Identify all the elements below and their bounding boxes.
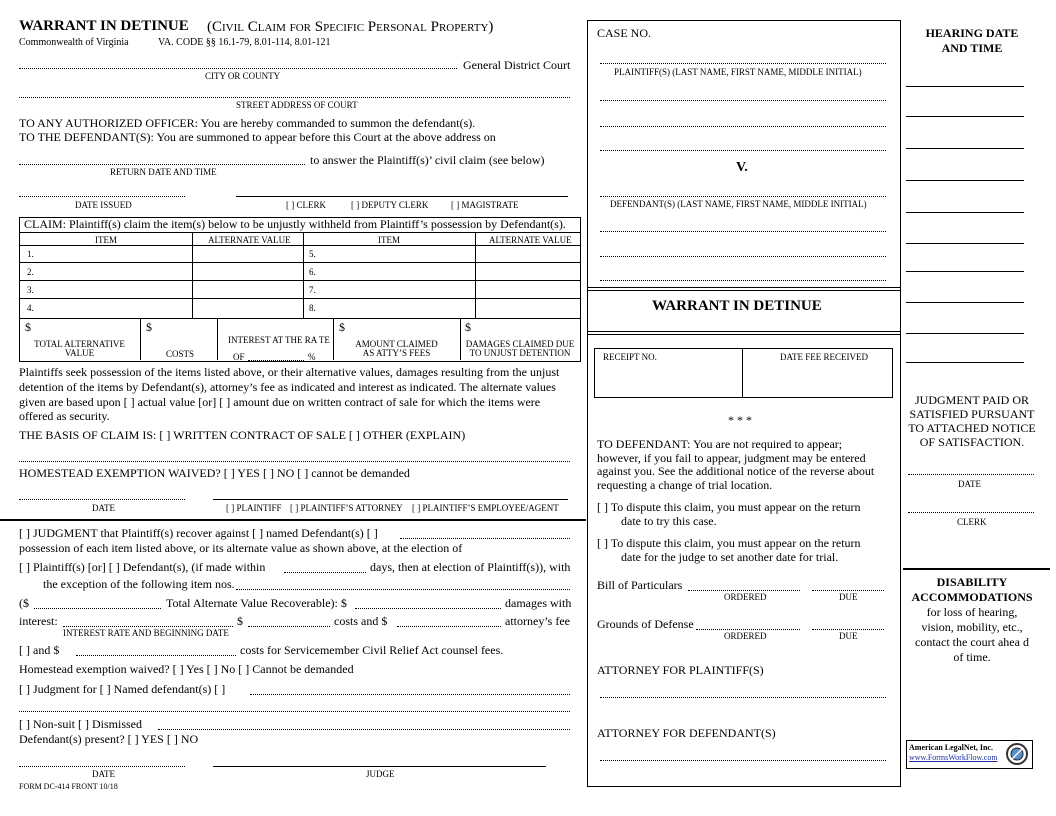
defendant-name-label: DEFENDANT(S) (LAST NAME, FIRST NAME, MIDDLE INITIAL) xyxy=(610,199,867,209)
date-issued-field[interactable] xyxy=(19,196,185,197)
grounds-ordered-label: ORDERED xyxy=(724,631,767,641)
warrant-divider-bottom xyxy=(587,334,900,335)
form-title: WARRANT IN DETINUE xyxy=(19,18,189,34)
basis-explain-field[interactable] xyxy=(19,461,570,462)
brand-url[interactable]: www.FormsWorkFlow.com xyxy=(909,753,998,762)
scra-costs[interactable]: [ ] and $ xyxy=(19,643,60,657)
street-address-label: STREET ADDRESS OF COURT xyxy=(236,100,358,110)
fee-date-field[interactable]: DATE FEE RECEIVED xyxy=(780,352,868,362)
warrant-divider-bottom xyxy=(587,331,900,332)
costs-field[interactable] xyxy=(248,626,330,627)
percent-sign: % xyxy=(308,352,316,362)
judgment-election-tail: days, then at election of Plaintiff(s)), with xyxy=(370,560,571,574)
row-divider xyxy=(19,280,580,281)
case-number-field[interactable] xyxy=(600,63,886,64)
defendant-name-field[interactable] xyxy=(600,231,886,232)
versus-label: V. xyxy=(736,160,748,175)
row-divider xyxy=(19,318,580,319)
officer-command: TO ANY AUTHORIZED OFFICER: You are hereby commanded to summon the defendant(s). xyxy=(19,116,476,130)
claim-paragraph-line: offered as security. xyxy=(19,409,110,423)
row-divider xyxy=(19,298,580,299)
court-suffix: General District Court xyxy=(463,58,571,72)
defendant-notice-line: however, if you fail to appear, judgment may be entered xyxy=(597,451,866,465)
judgment-date-label: DATE xyxy=(92,769,115,779)
disability-heading: DISABILITY xyxy=(936,575,1008,589)
satisfaction-clerk-label: CLERK xyxy=(957,517,987,527)
receipt-number-field[interactable]: RECEIPT NO. xyxy=(603,352,657,362)
col-item-header: ITEM xyxy=(95,235,117,245)
plaintiff-name-field[interactable] xyxy=(600,150,886,151)
judgment-paid-text: TO ATTACHED NOTICE xyxy=(908,421,1036,435)
col-divider xyxy=(303,232,304,319)
hearing-date-line[interactable] xyxy=(906,148,1024,149)
city-county-field[interactable] xyxy=(19,68,457,69)
bill-due-label: DUE xyxy=(839,592,858,602)
damages-label xyxy=(460,340,580,358)
total-alt-text: TOTAL ALTERNATIVE xyxy=(34,339,125,349)
satisfaction-date-label: DATE xyxy=(958,479,981,489)
interest-of-label: OF xyxy=(233,352,245,362)
judgment-line[interactable]: [ ] JUDGMENT that Plaintiff(s) recover against [ ] named Defendant(s) [ ] xyxy=(19,526,378,540)
damages-text: DAMAGES CLAIMED DUE xyxy=(465,339,575,349)
street-address-field[interactable] xyxy=(19,97,570,98)
item-row-number[interactable]: 5. xyxy=(309,249,316,259)
globe-logo-icon xyxy=(1005,742,1029,771)
defendant-notice-line: against you. See the additional notice of the reverse about xyxy=(597,464,875,478)
defendant-summons: TO THE DEFENDANT(S): You are summoned to appear before this Court at the above address on xyxy=(19,130,496,144)
dispute-option-2-cont: date for the judge to set another date for trial. xyxy=(621,550,839,564)
amount-divider xyxy=(140,318,141,360)
hearing-date-line[interactable] xyxy=(906,180,1024,181)
form-number: FORM DC-414 FRONT 10/18 xyxy=(19,782,118,791)
plaintiff-name-field[interactable] xyxy=(600,100,886,101)
hearing-date-line[interactable] xyxy=(906,302,1024,303)
hearing-date-line[interactable] xyxy=(906,212,1024,213)
hearing-heading-text: HEARING DATE xyxy=(925,26,1019,40)
amount-divider xyxy=(217,318,218,360)
city-county-label: CITY OR COUNTY xyxy=(205,71,281,81)
defendant-name-field[interactable] xyxy=(600,280,886,281)
hearing-date-line[interactable] xyxy=(906,333,1024,334)
bill-due-field[interactable] xyxy=(812,590,884,591)
return-date-field[interactable] xyxy=(19,164,305,165)
attorney-defendant-label: ATTORNEY FOR DEFENDANT(S) xyxy=(597,726,776,740)
election-days-field[interactable] xyxy=(284,572,366,573)
judge-signature-line[interactable] xyxy=(213,766,546,767)
damages-text: TO UNJUST DETENTION xyxy=(469,348,571,358)
exception-items-field[interactable] xyxy=(236,589,570,590)
col-divider xyxy=(192,232,193,319)
total-alt-text: VALUE xyxy=(64,348,95,358)
return-date-label: RETURN DATE AND TIME xyxy=(110,167,217,177)
judgment-section-divider xyxy=(0,519,586,521)
interest-field[interactable] xyxy=(63,626,233,627)
costs-and: costs and $ xyxy=(334,614,388,628)
item-row-number[interactable]: 3. xyxy=(27,285,34,295)
alt-value-field[interactable] xyxy=(34,608,161,609)
bill-of-particulars-label: Bill of Particulars xyxy=(597,578,683,592)
magistrate-checkbox[interactable]: [ ] MAGISTRATE xyxy=(451,200,519,210)
judgment-paid-text: OF SATISFACTION. xyxy=(919,435,1025,449)
claim-divider xyxy=(19,232,580,233)
judgment-for-defendant[interactable]: [ ] Judgment for [ ] Named defendant(s) [ ] xyxy=(19,682,226,696)
warrant-divider-top xyxy=(587,290,900,291)
plaintiff-employee-checkbox[interactable]: [ ] PLAINTIFF’S EMPLOYEE/AGENT xyxy=(412,503,559,513)
interest-label-text: interest: xyxy=(19,614,58,628)
item-row-number[interactable]: 8. xyxy=(309,303,316,313)
hearing-date-line[interactable] xyxy=(906,362,1024,363)
issuer-signature-line[interactable] xyxy=(236,196,568,197)
judgment-paid-text: JUDGMENT PAID OR xyxy=(914,393,1030,407)
item-row-number[interactable]: 1. xyxy=(27,249,34,259)
satisfaction-date-field[interactable] xyxy=(908,474,1034,475)
disability-heading: ACCOMMODATIONS xyxy=(911,590,1033,604)
interest-rate-date-label: INTEREST RATE AND BEGINNING DATE xyxy=(63,628,229,638)
col-alt-header: ALTERNATE VALUE xyxy=(208,235,291,245)
damages-with: damages with xyxy=(505,596,572,610)
basis-of-claim[interactable]: THE BASIS OF CLAIM IS: [ ] WRITTEN CONTRACT OF SALE [ ] OTHER (EXPLAIN) xyxy=(19,428,466,442)
hearing-date-heading xyxy=(905,26,1039,56)
judgment-possession: possession of each item listed above, or its alternate value as shown above, at the election of xyxy=(19,541,463,555)
warrant-divider-top xyxy=(587,287,900,288)
hearing-date-line[interactable] xyxy=(906,86,1024,87)
atty-fee-dollar[interactable]: $ xyxy=(339,320,345,334)
hearing-heading-text: AND TIME xyxy=(941,41,1003,55)
attorney-plaintiff-label: ATTORNEY FOR PLAINTIFF(S) xyxy=(597,663,764,677)
judgment-date-field[interactable] xyxy=(19,766,185,767)
named-defendant-field[interactable] xyxy=(400,538,570,539)
answer-text: to answer the Plaintiff(s)’ civil claim (see below) xyxy=(310,153,545,167)
receipt-divider xyxy=(742,348,743,397)
hearing-date-line[interactable] xyxy=(906,116,1024,117)
costs-dollar[interactable]: $ xyxy=(146,320,152,334)
claim-header-divider xyxy=(19,245,580,246)
form-subtitle: (Civil Claim for Specific Personal Property) xyxy=(207,19,494,35)
alt-value-open: ($ xyxy=(19,596,29,610)
item-row-number[interactable]: 2. xyxy=(27,267,34,277)
satisfaction-clerk-field[interactable] xyxy=(908,512,1034,513)
grounds-ordered-field[interactable] xyxy=(696,629,800,630)
judgment-defendant-field[interactable] xyxy=(250,694,570,695)
case-number-label: CASE NO. xyxy=(597,26,652,40)
defendant-notice-line: TO DEFENDANT: You are not required to appear; xyxy=(597,437,843,451)
item-row-number[interactable]: 4. xyxy=(27,303,34,313)
judge-label: JUDGE xyxy=(366,769,395,779)
plaintiff-attorney-checkbox[interactable]: [ ] PLAINTIFF’S ATTORNEY xyxy=(290,503,403,513)
attorney-fee-text: attorney’s fee xyxy=(505,614,570,628)
grounds-due-field[interactable] xyxy=(812,629,884,630)
attorney-defendant-field[interactable] xyxy=(600,760,886,761)
claim-paragraph-line: detention of the items by Defendant(s), attorney’s fee as indicated and interest as indicated. The alternate values xyxy=(19,380,556,394)
dispute-option-1-cont: date to try this case. xyxy=(621,514,717,528)
hearing-date-line[interactable] xyxy=(906,243,1024,244)
disability-notice xyxy=(903,575,1041,665)
scra-costs-text: costs for Servicemember Civil Relief Act counsel fees. xyxy=(240,643,504,657)
damages-field[interactable] xyxy=(355,608,501,609)
va-code-label: VA. CODE §§ 16.1-79, 8.01-114, 8.01-121 xyxy=(158,37,331,48)
alt-value-label: Total Alternate Value Recoverable): $ xyxy=(166,596,347,610)
deputy-clerk-checkbox[interactable]: [ ] DEPUTY CLERK xyxy=(351,200,429,210)
disability-text: for loss of hearing, xyxy=(926,605,1018,619)
interest-rate-field[interactable] xyxy=(248,360,304,361)
dispute-option-1[interactable]: [ ] To dispute this claim, you must appear on the return xyxy=(597,500,861,514)
disability-divider xyxy=(903,568,1050,570)
col-divider xyxy=(475,232,476,319)
bill-ordered-field[interactable] xyxy=(688,590,800,591)
judgment-paid-text: SATISFIED PURSUANT xyxy=(909,407,1035,421)
col-alt-header: ALTERNATE VALUE xyxy=(489,235,572,245)
judgment-exception: the exception of the following item nos. xyxy=(43,577,235,591)
atty-fee-text: AS ATTY’S FEES xyxy=(362,348,431,358)
homestead-judgment[interactable]: Homestead exemption waived? [ ] Yes [ ] No [ ] Cannot be demanded xyxy=(19,662,354,676)
attorney-plaintiff-field[interactable] xyxy=(600,697,886,698)
plaintiff-name-label: PLAINTIFF(S) (LAST NAME, FIRST NAME, MIDDLE INITIAL) xyxy=(614,67,862,77)
attorney-fee-field[interactable] xyxy=(397,626,501,627)
judgment-paid-notice xyxy=(903,393,1041,449)
commonwealth-label: Commonwealth of Virginia xyxy=(19,37,129,48)
judgment-extra-field[interactable] xyxy=(19,711,570,712)
costs-dollar-sign: $ xyxy=(237,614,243,628)
hearing-date-line[interactable] xyxy=(906,271,1024,272)
defendant-name-field[interactable] xyxy=(600,196,886,197)
warrant-title: WARRANT IN DETINUE xyxy=(652,298,822,314)
plaintiff-signature-line[interactable] xyxy=(213,499,568,500)
homestead-exemption[interactable]: HOMESTEAD EXEMPTION WAIVED? [ ] YES [ ] NO [ ] cannot be demanded xyxy=(19,466,410,480)
defendant-name-field[interactable] xyxy=(600,256,886,257)
defendant-present[interactable]: Defendant(s) present? [ ] YES [ ] NO xyxy=(19,732,199,746)
disability-text: of time. xyxy=(953,650,991,664)
brand-name: American LegalNet, Inc. xyxy=(909,743,993,752)
total-alt-dollar[interactable]: $ xyxy=(25,320,31,334)
nonsuit-field[interactable] xyxy=(158,729,570,730)
item-row-number[interactable]: 7. xyxy=(309,285,316,295)
signature-date-field[interactable] xyxy=(19,499,185,500)
defendant-notice-line: requesting a change of trial location. xyxy=(597,478,773,492)
signature-date-label: DATE xyxy=(92,503,115,513)
atty-fee-label xyxy=(333,340,460,358)
disability-text: vision, mobility, etc., xyxy=(921,620,1023,634)
claim-paragraph-line: given are based upon [ ] actual value [or] [ ] amount due on written contract of sale for which the items were xyxy=(19,395,541,409)
date-issued-label: DATE ISSUED xyxy=(75,200,132,210)
claim-heading: CLAIM: Plaintiff(s) claim the item(s) below to be unjustly withheld from Plaintiff’s possession by Defendant(s). xyxy=(24,217,566,231)
dispute-option-2[interactable]: [ ] To dispute this claim, you must appear on the return xyxy=(597,536,861,550)
bill-ordered-label: ORDERED xyxy=(724,592,767,602)
clerk-checkbox[interactable]: [ ] CLERK xyxy=(286,200,326,210)
col-item-header: ITEM xyxy=(378,235,400,245)
disability-text: contact the court ahea d xyxy=(915,635,1029,649)
total-alt-label xyxy=(19,340,140,358)
nonsuit-dismissed[interactable]: [ ] Non-suit [ ] Dismissed xyxy=(19,717,142,731)
scra-costs-field[interactable] xyxy=(76,655,236,656)
judgment-election[interactable]: [ ] Plaintiff(s) [or] [ ] Defendant(s), (if made within xyxy=(19,560,266,574)
costs-label: COSTS xyxy=(166,349,195,359)
grounds-of-defense-label: Grounds of Defense xyxy=(597,617,694,631)
item-row-number[interactable]: 6. xyxy=(309,267,316,277)
interest-label: INTEREST AT THE RA TE xyxy=(228,335,330,345)
claim-paragraph-line: Plaintiffs seek possession of the items listed above, or their alternative values, damages resulting from the unjust xyxy=(19,365,560,379)
damages-dollar[interactable]: $ xyxy=(465,320,471,334)
section-stars: * * * xyxy=(728,413,752,427)
plaintiff-name-field[interactable] xyxy=(600,126,886,127)
grounds-due-label: DUE xyxy=(839,631,858,641)
plaintiff-checkbox[interactable]: [ ] PLAINTIFF xyxy=(226,503,282,513)
atty-fee-text: AMOUNT CLAIMED xyxy=(355,339,438,349)
row-divider xyxy=(19,262,580,263)
